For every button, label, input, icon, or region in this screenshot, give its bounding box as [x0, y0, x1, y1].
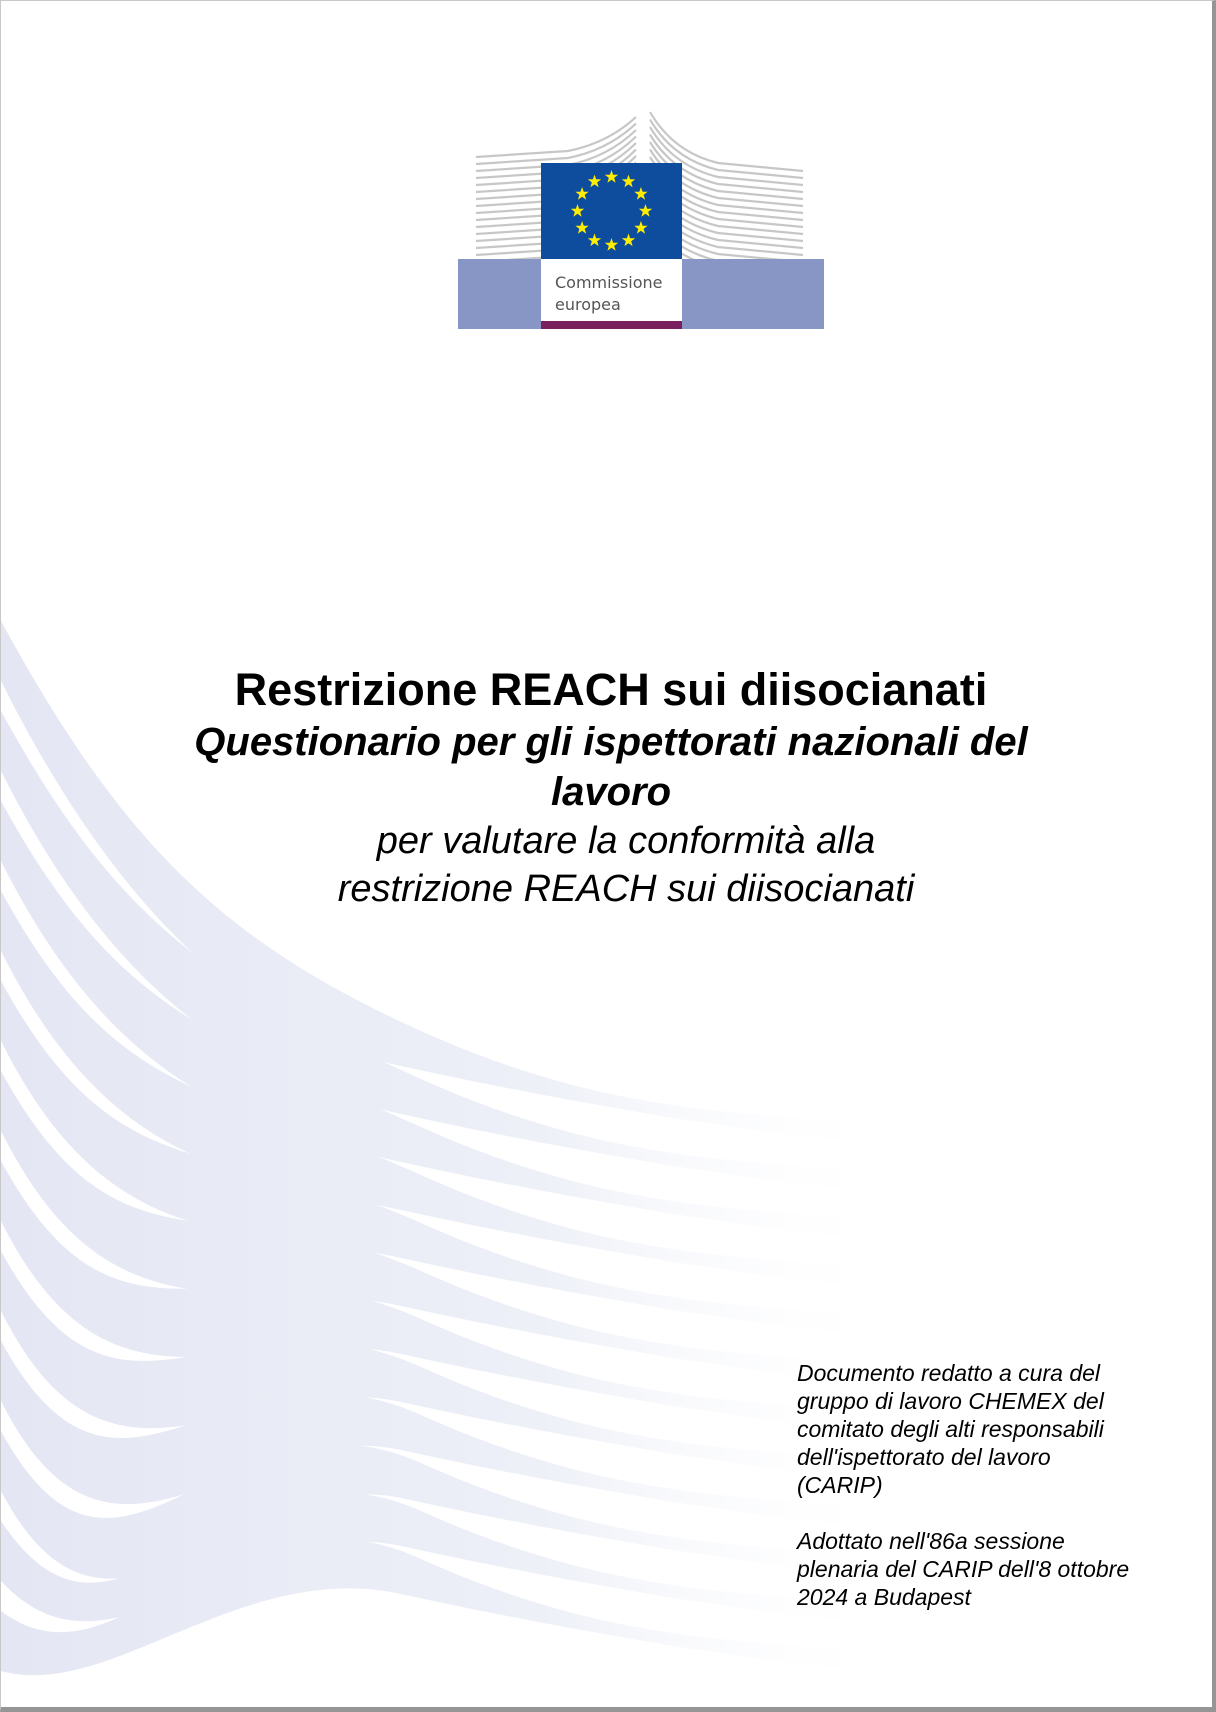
adoption-note: Adottato nell'86a sessione plenaria del CARIP dell'8 ottobre 2024 a Budapest	[797, 1528, 1130, 1610]
document-title: Restrizione REACH sui diisocianati	[234, 664, 988, 715]
title-block	[101, 663, 1121, 913]
purpose-line-2: restrizione REACH sui diisocianati	[337, 868, 915, 910]
document-subtitle: Questionario per gli ispettorati nazionali del lavoro	[194, 720, 1028, 814]
document-note	[797, 1359, 1137, 1611]
european-commission-logo	[458, 97, 824, 329]
logo-text-line2: europea	[555, 295, 621, 314]
purpose-line-1: per valutare la conformità alla	[376, 820, 876, 862]
logo-text-line1: Commissione	[555, 273, 663, 292]
authorship-note: Documento redatto a cura del gruppo di lavoro CHEMEX del comitato degli alti responsabili dell'ispettorato del lavoro (CARIP)	[797, 1360, 1104, 1498]
